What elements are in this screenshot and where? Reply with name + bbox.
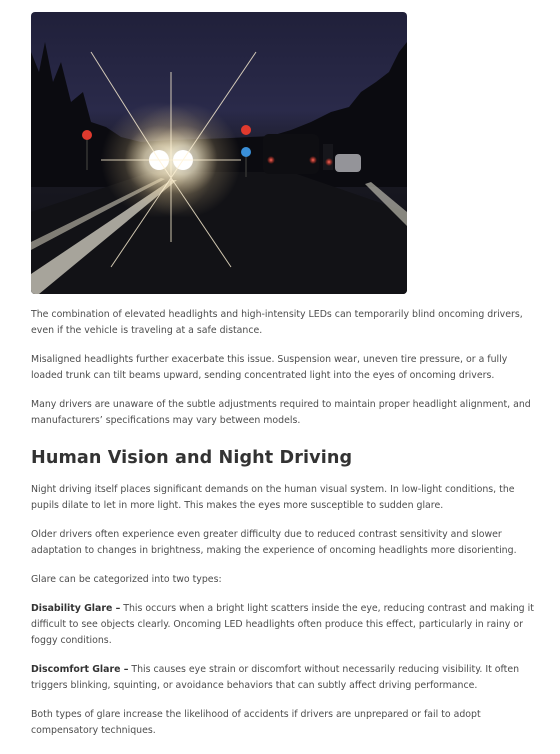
glare-type-discomfort xyxy=(31,662,536,694)
article-photo xyxy=(31,12,407,294)
paragraph: Many drivers are unaware of the subtle adjustments required to maintain proper headlight alignment, and manufacturers’ specifications may vary between models. xyxy=(31,398,531,427)
night-road-illustration xyxy=(31,12,407,294)
paragraph: Misaligned headlights further exacerbate this issue. Suspension wear, uneven tire pressure, or a fully loaded trunk can tilt beams upward, sending concentrated light into the eyes of oncoming drivers. xyxy=(31,353,508,382)
glare-term: Disability Glare – xyxy=(31,602,121,614)
paragraph: Night driving itself places significant demands on the human visual system. In low-light conditions, the pupils dilate to let in more light. This makes the eyes more susceptible to sudden glare. xyxy=(31,484,515,512)
glare-type-disability xyxy=(31,601,536,650)
paragraph: Glare can be categorized into two types: xyxy=(31,574,222,586)
paragraph: The combination of elevated headlights and high-intensity LEDs can temporarily blind oncoming drivers, even if the vehicle is traveling at a safe distance. xyxy=(31,309,523,337)
glare-description: This occurs when a bright light scatters inside the eye, reducing contrast and making it difficult to see objects clearly. Oncoming LED headlights often produce this effect, particularly in rainy or foggy conditions. xyxy=(31,602,534,647)
section-heading: Human Vision and Night Driving xyxy=(31,448,353,469)
glare-description: This causes eye strain or discomfort without necessarily reducing visibility. It often triggers blinking, squinting, or avoidance behaviors that can subtly affect driving performance. xyxy=(31,663,520,692)
article-body xyxy=(31,12,536,739)
paragraph: Older drivers often experience even greater difficulty due to reduced contrast sensitivity and slower adaptation to changes in brightness, making the experience of oncoming headlights more disorienting. xyxy=(31,529,517,557)
closing-paragraph: Both types of glare increase the likelihood of accidents if drivers are unprepared or fail to adopt compensatory techniques. xyxy=(31,708,481,736)
glare-term: Discomfort Glare – xyxy=(31,663,129,675)
